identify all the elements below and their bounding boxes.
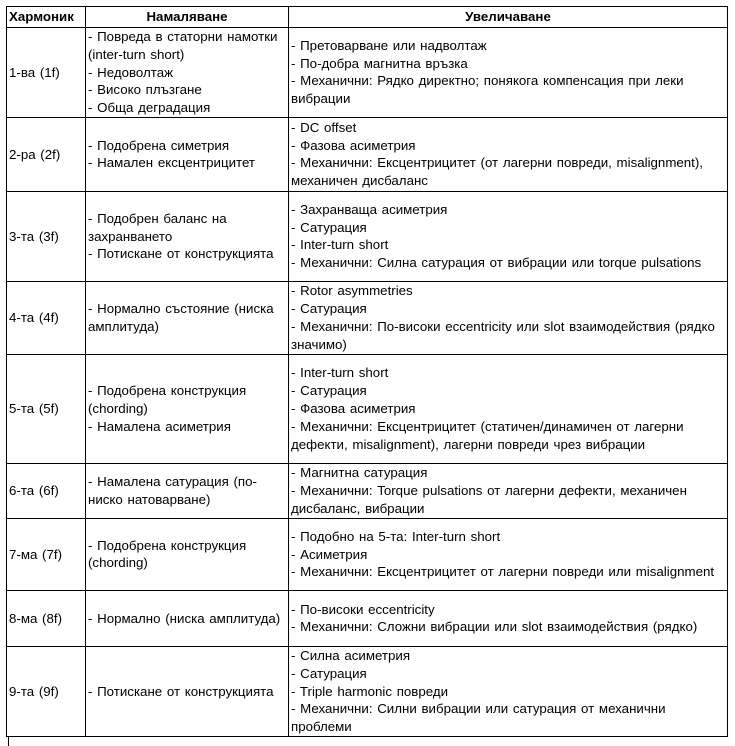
- decrease-cell: [86, 590, 289, 646]
- table-row: [7, 518, 728, 590]
- harmonic-cell: 1-ва (1f): [7, 28, 86, 118]
- decrease-cell: [86, 117, 289, 191]
- document-page: [6, 6, 728, 737]
- increase-item: - Inter-turn short: [291, 365, 389, 381]
- decrease-item: - Подобрена конструкция (chording): [88, 383, 247, 417]
- decrease-item: - Повреда в статорни намотки (inter-turn short): [88, 29, 278, 62]
- increase-item: - Механични: Сложни вибрации или slot взаимодействия (рядко): [291, 619, 698, 635]
- decrease-cell: [86, 354, 289, 463]
- decrease-item: - Потискане от конструкцията: [88, 246, 274, 262]
- decrease-item: - Високо плъзгане: [88, 82, 202, 98]
- increase-item: - Механични: Силна сатурация от вибрации или torque pulsations: [291, 255, 702, 271]
- decrease-item: - Нормално (ниска амплитуда): [88, 610, 281, 626]
- increase-item: - Захранваща асиметрия: [291, 201, 448, 217]
- header-harmonic: Хармоник: [7, 7, 86, 28]
- increase-item: - Inter-turn short: [291, 237, 389, 253]
- header-row: [7, 7, 728, 28]
- harmonic-cell: 4-та (4f): [7, 281, 86, 354]
- increase-item: - Сатурация: [291, 219, 367, 235]
- harmonic-cell: 2-ра (2f): [7, 117, 86, 191]
- increase-item: - Механични: Ексцентрицитет от лагерни повреди или misalignment: [291, 564, 715, 580]
- increase-cell: [289, 463, 728, 518]
- increase-item: - Механични: Torque pulsations от лагерни дефекти, механичен дисбаланс, вибрации: [291, 483, 687, 516]
- increase-item: - Механични: По-високи eccentricity или slot взаимодействия (рядко значимо): [291, 318, 715, 352]
- decrease-item: - Недоволтаж: [88, 64, 173, 80]
- decrease-cell: [86, 281, 289, 354]
- increase-cell: [289, 281, 728, 354]
- decrease-item: - Подобрена конструкция (chording): [88, 537, 247, 571]
- decrease-cell: [86, 28, 289, 118]
- decrease-item: - Обща деградация: [88, 100, 211, 116]
- increase-cell: [289, 28, 728, 118]
- harmonic-cell: 6-та (6f): [7, 463, 86, 518]
- increase-item: - Triple harmonic повреди: [291, 683, 449, 699]
- decrease-item: - Подобрен баланс на захранването: [88, 210, 227, 244]
- table-row: [7, 646, 728, 736]
- increase-item: - Магнитна сатурация: [291, 465, 428, 481]
- header-increase: Увеличаване: [289, 7, 728, 28]
- decrease-item: - Потискане от конструкцията: [88, 683, 274, 699]
- increase-item: - Механични: Ексцентрицитет (статичен/динамичен от лагерни дефекти, misalignment), лагерни повреди чрез вибрации: [291, 418, 684, 452]
- decrease-cell: [86, 518, 289, 590]
- table-row: [7, 117, 728, 191]
- harmonic-cell: 7-ма (7f): [7, 518, 86, 590]
- text-cursor: [8, 737, 9, 746]
- table-row: [7, 281, 728, 354]
- decrease-cell: [86, 463, 289, 518]
- decrease-cell: [86, 191, 289, 281]
- increase-cell: [289, 518, 728, 590]
- harmonic-cell: 3-та (3f): [7, 191, 86, 281]
- increase-cell: [289, 646, 728, 736]
- table-row: [7, 590, 728, 646]
- increase-item: - Сатурация: [291, 301, 367, 317]
- increase-item: - Механични: Рядко директно; понякога компенсация при леки вибрации: [291, 73, 684, 107]
- table-row: [7, 28, 728, 118]
- increase-item: - DC offset: [291, 119, 357, 135]
- increase-item: - Механични: Ексцентрицитет (от лагерни повреди, misalignment), механичен дисбаланс: [291, 155, 703, 189]
- increase-cell: [289, 191, 728, 281]
- increase-item: - Претоварване или надволтаж: [291, 37, 487, 53]
- increase-item: - Асиметрия: [291, 546, 368, 562]
- harmonic-cell: 9-та (9f): [7, 646, 86, 736]
- decrease-item: - Нормално състояние (ниска амплитуда): [88, 301, 274, 334]
- decrease-item: - Намалена асиметрия: [88, 418, 231, 434]
- increase-cell: [289, 117, 728, 191]
- table-row: [7, 354, 728, 463]
- increase-item: - Подобно на 5-та: Inter-turn short: [291, 528, 501, 544]
- header-decrease: Намаляване: [86, 7, 289, 28]
- decrease-cell: [86, 646, 289, 736]
- table-body: [7, 28, 728, 737]
- increase-cell: [289, 354, 728, 463]
- increase-item: - По-добра магнитна връзка: [291, 55, 468, 71]
- increase-item: - Rotor asymmetries: [291, 283, 413, 299]
- harmonic-cell: 8-ма (8f): [7, 590, 86, 646]
- increase-item: - Силна асиметрия: [291, 647, 411, 663]
- decrease-item: - Подобрена симетрия: [88, 137, 230, 153]
- increase-item: - Фазова асиметрия: [291, 401, 416, 417]
- increase-item: - Механични: Силни вибрации или сатурация от механични проблеми: [291, 701, 666, 735]
- harmonics-table: [6, 6, 728, 737]
- harmonic-cell: 5-та (5f): [7, 354, 86, 463]
- table-row: [7, 191, 728, 281]
- increase-item: - Фазова асиметрия: [291, 137, 416, 153]
- increase-cell: [289, 590, 728, 646]
- increase-item: - По-високи eccentricity: [291, 601, 435, 617]
- decrease-item: - Намалена сатурация (по-ниско натоварване): [88, 474, 257, 507]
- table-row: [7, 463, 728, 518]
- decrease-item: - Намален ексцентрицитет: [88, 155, 256, 171]
- increase-item: - Сатурация: [291, 383, 367, 399]
- increase-item: - Сатурация: [291, 665, 367, 681]
